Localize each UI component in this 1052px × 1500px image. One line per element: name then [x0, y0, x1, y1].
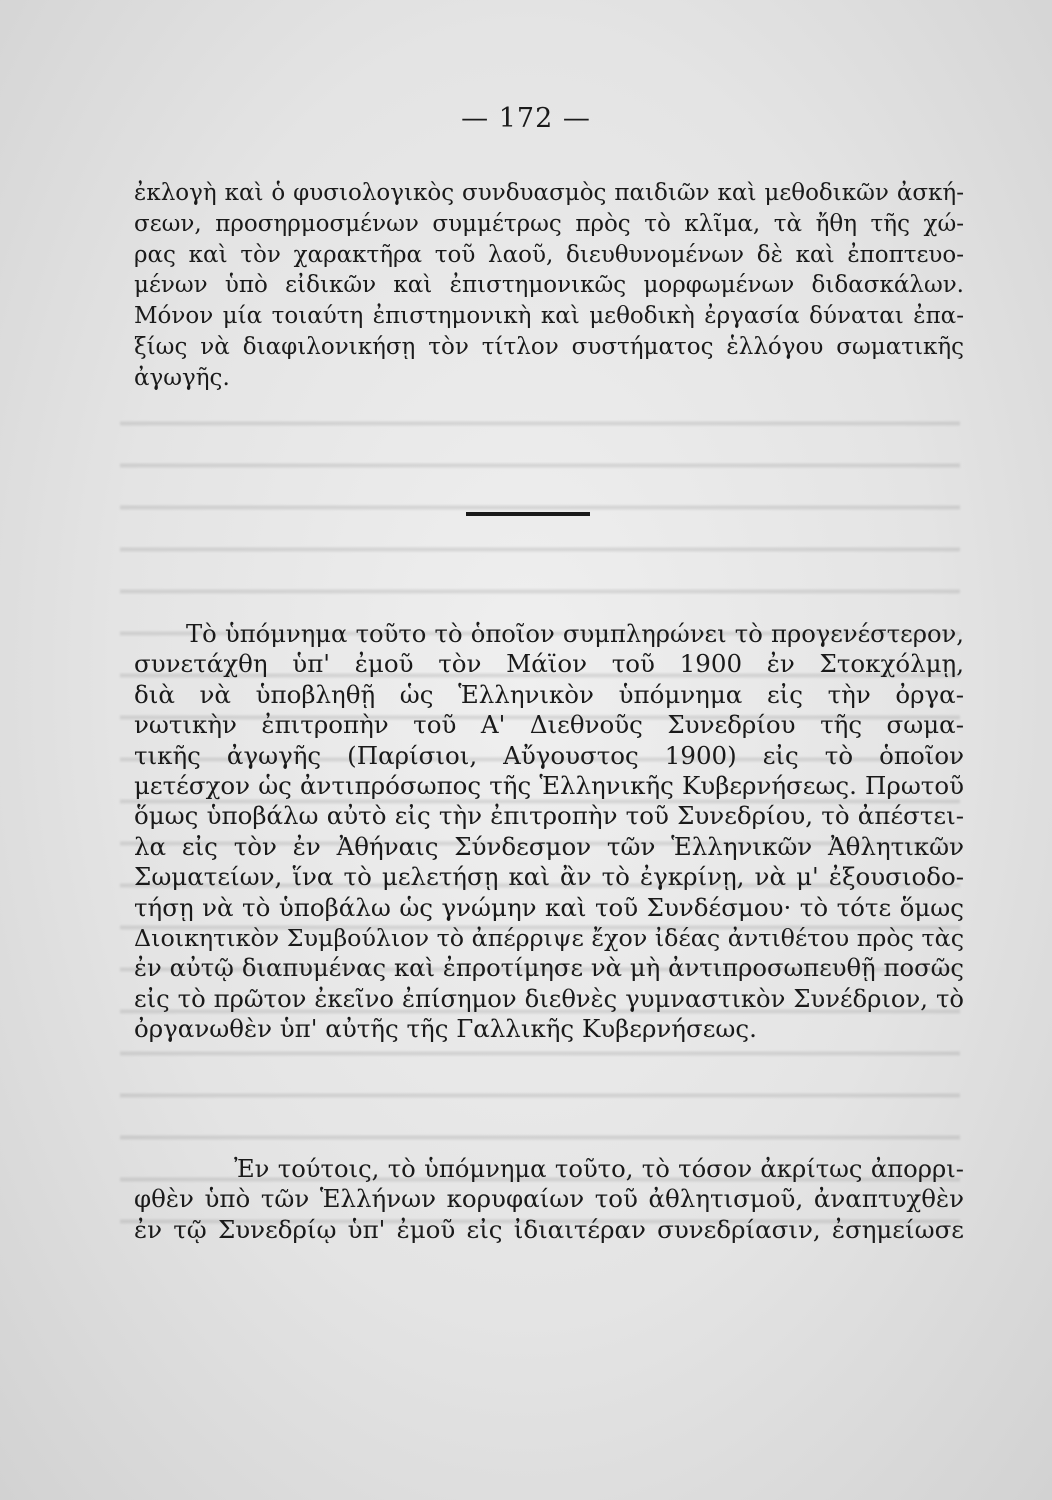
page-number: — 172 —: [461, 103, 591, 134]
text-line: ρας καὶ τὸν χαρακτῆρα τοῦ λαοῦ, διευθυνομένων δὲ καὶ ἐποπτευο-: [134, 241, 964, 268]
paragraph-2: [134, 619, 964, 1044]
text-line: λα εἰς τὸν ἐν Ἀθήναις Σύνδεσμον τῶν Ἑλληνικῶν Ἀθλητικῶν: [134, 831, 964, 861]
text-line: ὅμως ὑποβάλω αὐτὸ εἰς τὴν ἐπιτροπὴν τοῦ Συνεδρίου, τὸ ἀπέστει-: [134, 801, 964, 831]
text-line: νωτικὴν ἐπιτροπὴν τοῦ Α' Διεθνοῦς Συνεδρίου τῆς σωμα-: [134, 710, 964, 740]
text-line: Μόνον μία τοιαύτη ἐπιστημονικὴ καὶ μεθοδικὴ ἐργασία δύναται ἐπα-: [134, 303, 964, 330]
text-line: Ἐν τούτοις, τὸ ὑπόμνημα τοῦτο, τὸ τόσον ἀκρίτως ἀπορρι-: [234, 1154, 964, 1183]
text-line: φθὲν ὑπὸ τῶν Ἑλλήνων κορυφαίων τοῦ ἀθλητισμοῦ, ἀναπτυχθὲν: [134, 1184, 964, 1214]
text-line: σεων, προσηρμοσμένων συμμέτρως πρὸς τὸ κλῖμα, τὰ ἤθη τῆς χώ-: [134, 210, 964, 237]
text-line: ἐν τῷ Συνεδρίῳ ὑπ' ἐμοῦ εἰς ἰδιαιτέραν συνεδρίασιν, ἐσημείωσε: [134, 1214, 964, 1244]
text-line: ὀργανωθὲν ὑπ' αὐτῆς τῆς Γαλλικῆς Κυβερνήσεως.: [134, 1014, 757, 1044]
section-divider: [466, 512, 590, 516]
text-line: ἐκλογὴ καὶ ὁ φυσιολογικὸς συνδυασμὸς παιδιῶν καὶ μεθοδικῶν ἀσκή-: [134, 180, 964, 206]
text-line: μένων ὑπὸ εἰδικῶν καὶ ἐπιστημονικῶς μορφωμένων διδασκάλων.: [134, 272, 964, 299]
text-line: Διοικητικὸν Συμβούλιον τὸ ἀπέρριψε ἔχον ἰδέας ἀντιθέτου πρὸς τὰς: [134, 923, 964, 952]
text-line: ἐν αὐτῷ διαπυμένας καὶ ἐπροτίμησε νὰ μὴ ἀντιπροσωπευθῇ ποσῶς: [134, 953, 964, 983]
text-line: ξίως νὰ διαφιλονικήσῃ τὸν τίτλον συστήματος ἑλλόγου σωματικῆς: [134, 333, 964, 360]
paragraph-1: [134, 178, 964, 394]
paragraph-3: [134, 1154, 964, 1245]
text-line: ἀγωγῆς.: [134, 364, 230, 391]
text-line: μετέσχον ὡς ἀντιπρόσωπος τῆς Ἑλληνικῆς Κυβερνήσεως. Πρωτοῦ: [134, 770, 964, 800]
text-line: τήσῃ νὰ τὸ ὑποβάλω ὡς γνώμην καὶ τοῦ Συνδέσμου· τὸ τότε ὅμως: [134, 892, 964, 922]
text-line: διὰ νὰ ὑποβληθῇ ὡς Ἑλληνικὸν ὑπόμνημα εἰς τὴν ὀργα-: [134, 679, 964, 709]
text-line: τικῆς ἀγωγῆς (Παρίσιοι, Αὔγουστος 1900) εἰς τὸ ὁποῖον: [134, 740, 964, 770]
text-line: Σωματείων, ἵνα τὸ μελετήσῃ καὶ ἂν τὸ ἐγκρίνῃ, νὰ μ' ἐξουσιοδο-: [134, 862, 964, 892]
text-line: εἰς τὸ πρῶτον ἐκεῖνο ἐπίσημον διεθνὲς γυμναστικὸν Συνέδριον, τὸ: [134, 983, 964, 1013]
text-line: Τὸ ὑπόμνημα τοῦτο τὸ ὁποῖον συμπληρώνει τὸ προγενέστερον,: [186, 619, 964, 648]
text-line: συνετάχθη ὑπ' ἐμοῦ τὸν Μάϊον τοῦ 1900 ἐν Στοκχόλμῃ,: [134, 649, 964, 679]
